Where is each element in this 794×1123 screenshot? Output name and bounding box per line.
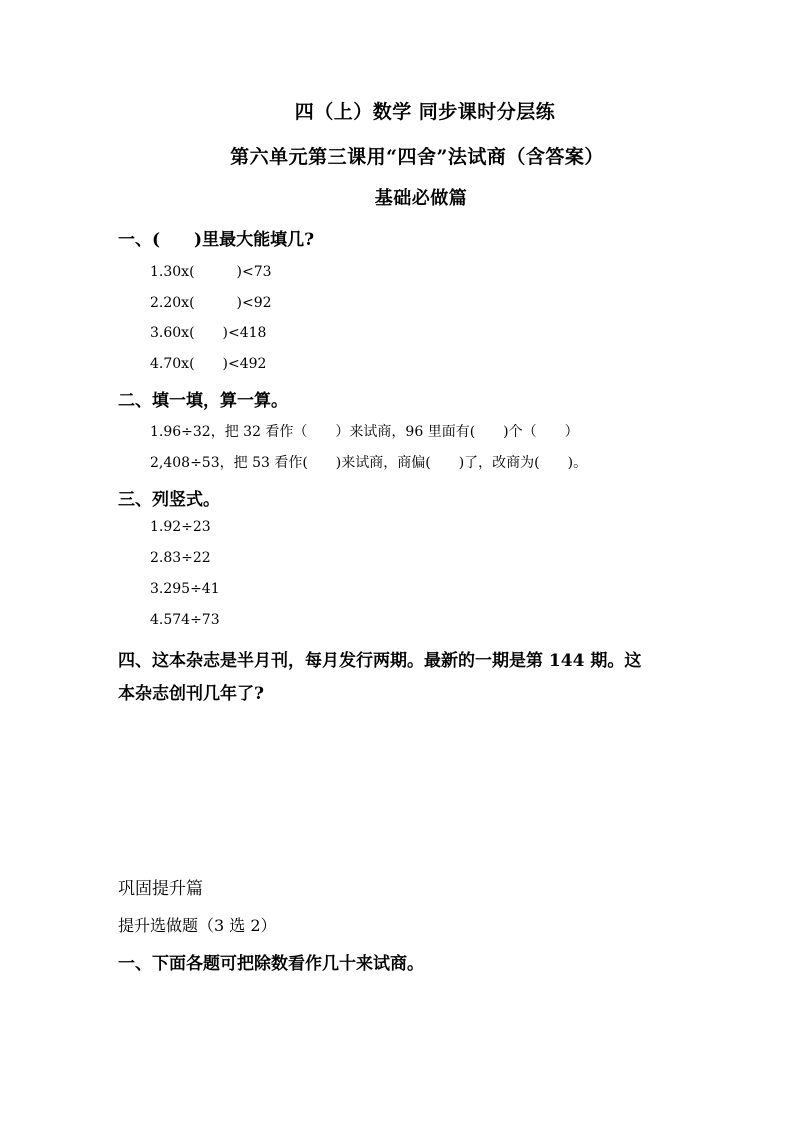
list-item: 4.574÷73 xyxy=(150,612,220,628)
list-item: 1.92÷23 xyxy=(150,519,211,535)
list-item: 3.60x( )<418 xyxy=(150,325,267,341)
list-item: 1.30x( )<73 xyxy=(150,264,272,280)
list-item: 2,408÷53，把 53 看作( )来试商，商偏( )了，改商为( )。 xyxy=(150,455,588,471)
section-1-heading: 一、( )里最大能填几? xyxy=(118,230,315,250)
part-title-basic: 基础必做篇 xyxy=(374,188,468,209)
list-item: 2.20x( )<92 xyxy=(150,295,272,311)
list-item: 4.70x( )<492 xyxy=(150,356,267,372)
part-title-advanced: 巩固提升篇 xyxy=(118,879,203,899)
section-2-heading: 二、填一填，算一算。 xyxy=(118,391,288,411)
section-4-line-1: 四、这本杂志是半月刊，每月发行两期。最新的一期是第 144 期。这 xyxy=(118,651,642,671)
list-item: 2.83÷22 xyxy=(150,550,211,566)
advanced-subheading: 提升选做题（3 选 2） xyxy=(118,916,277,935)
lesson-title: 第六单元第三课用“四舍”法试商（含答案） xyxy=(230,146,604,168)
section-3-heading: 三、列竖式。 xyxy=(118,490,220,510)
document-title: 四（上）数学 同步课时分层练 xyxy=(294,101,556,123)
list-item: 1.96÷32，把 32 看作（ ）来试商，96 里面有( )个（ ） xyxy=(150,424,579,440)
advanced-section-1-heading: 一、下面各题可把除数看作几十来试商。 xyxy=(118,954,424,974)
list-item: 3.295÷41 xyxy=(150,581,220,597)
section-4-line-2: 本杂志创刊几年了? xyxy=(118,684,264,704)
